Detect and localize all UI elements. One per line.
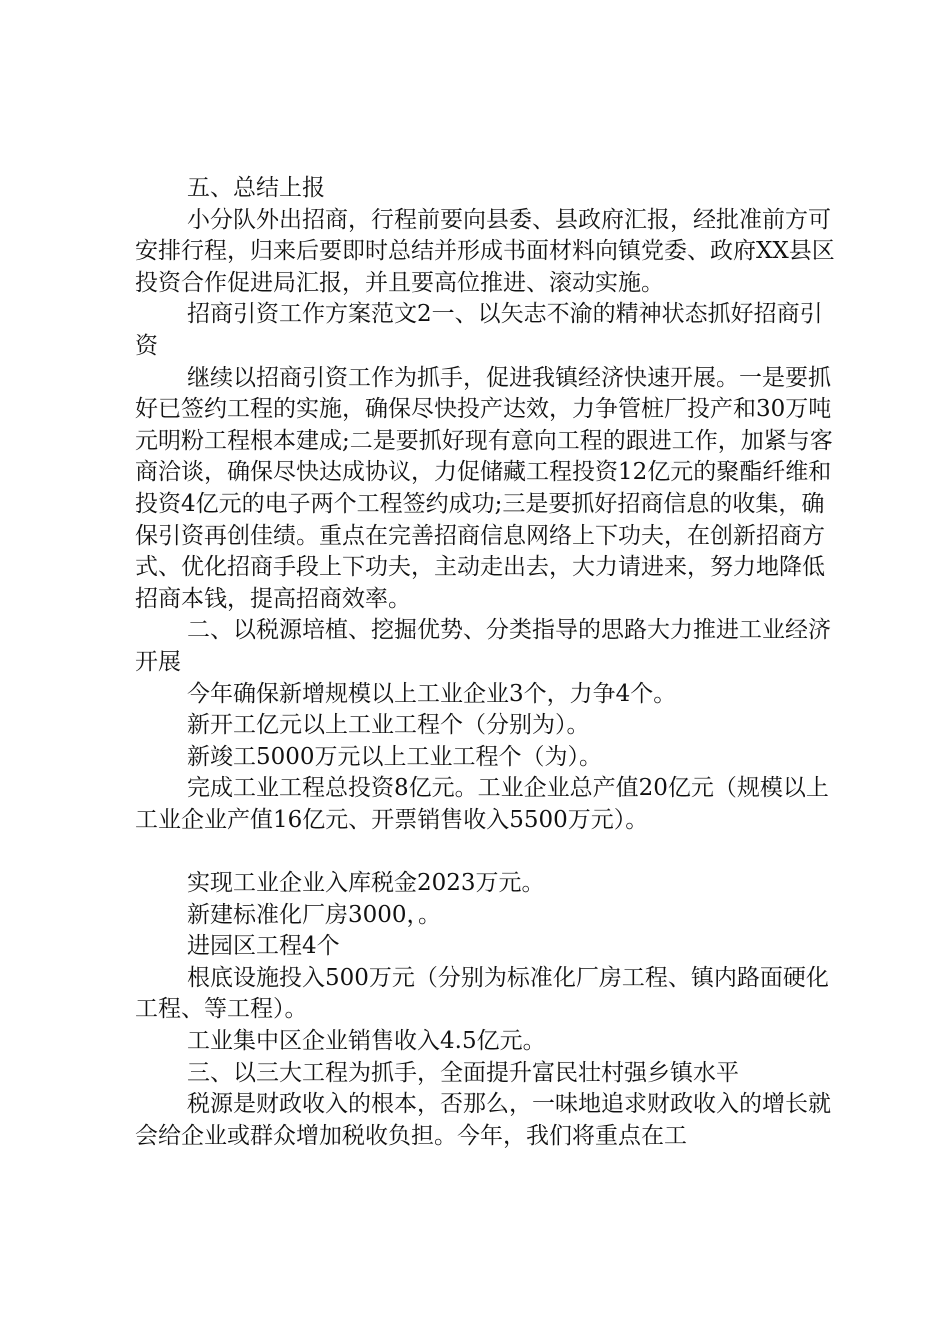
paragraph-tax-source: 税源是财政收入的根本，否那么，一味地追求财政收入的增长就会给企业或群众增加税收负担。今年，我们将重点在工 (135, 1091, 831, 1149)
paragraph-industrial-zone-sales: 工业集中区企业销售收入4.5亿元。 (187, 1028, 546, 1055)
paragraph-infrastructure: 根底设施投入500万元（分别为标准化厂房工程、镇内路面硬化工程、等工程）。 (135, 964, 829, 1023)
paragraph-new-projects-completed: 新竣工5000万元以上工业工程个（为）。 (187, 743, 603, 770)
paragraph-standard-factory: 新建标准化厂房3000，。 (187, 901, 442, 928)
paragraph-team-report: 小分队外出招商，行程前要向县委、县政府汇报，经批准前方可安排行程，归来后要即时总结并形成书面材料向镇党委、政府XX县区投资合作促进局汇报，并且要高位推进、滚动实施。 (135, 206, 835, 296)
paragraph-park-projects: 进园区工程4个 (187, 933, 340, 960)
heading-plan-2-section-1: 招商引资工作方案范文2一、以矢志不渝的精神状态抓好招商引资 (135, 301, 823, 359)
heading-section-3: 三、以三大工程为抓手，全面提升富民壮村强乡镇水平 (187, 1059, 739, 1086)
blank-line (135, 836, 835, 868)
document-body (135, 173, 835, 1152)
paragraph-tax-revenue: 实现工业企业入库税金2023万元。 (187, 870, 545, 897)
paragraph-total-investment: 完成工业工程总投资8亿元。工业企业总产值20亿元（规模以上工业企业产值16亿元、开票销售收入5500万元）。 (135, 775, 829, 833)
paragraph-investment-work: 继续以招商引资工作为抓手，促进我镇经济快速开展。一是要抓好已签约工程的实施，确保尽快投产达效，力争管桩厂投产和30万吨元明粉工程根本建成;二是要抓好现有意向工程的跟进工作，加紧与客商洽谈，确保尽快达成协议，力促储藏工程投资12亿元的聚酯纤维和投资4亿元的电子两个工程签约成功;三是要抓好招商信息的收集，确保引资再创佳绩。重点在完善招商信息网络上下功夫，在创新招商方式、优化招商手段上下功夫，主动走出去，大力请进来，努力地降低招商本钱，提高招商效率。 (135, 364, 833, 612)
paragraph-new-projects-started: 新开工亿元以上工业工程个（分别为）。 (187, 712, 590, 739)
heading-section-2: 二、以税源培植、挖掘优势、分类指导的思路大力推进工业经济开展 (135, 617, 831, 675)
heading-summary-report: 五、总结上报 (187, 175, 325, 201)
paragraph-new-enterprises: 今年确保新增规模以上工业企业3个，力争4个。 (187, 680, 677, 707)
